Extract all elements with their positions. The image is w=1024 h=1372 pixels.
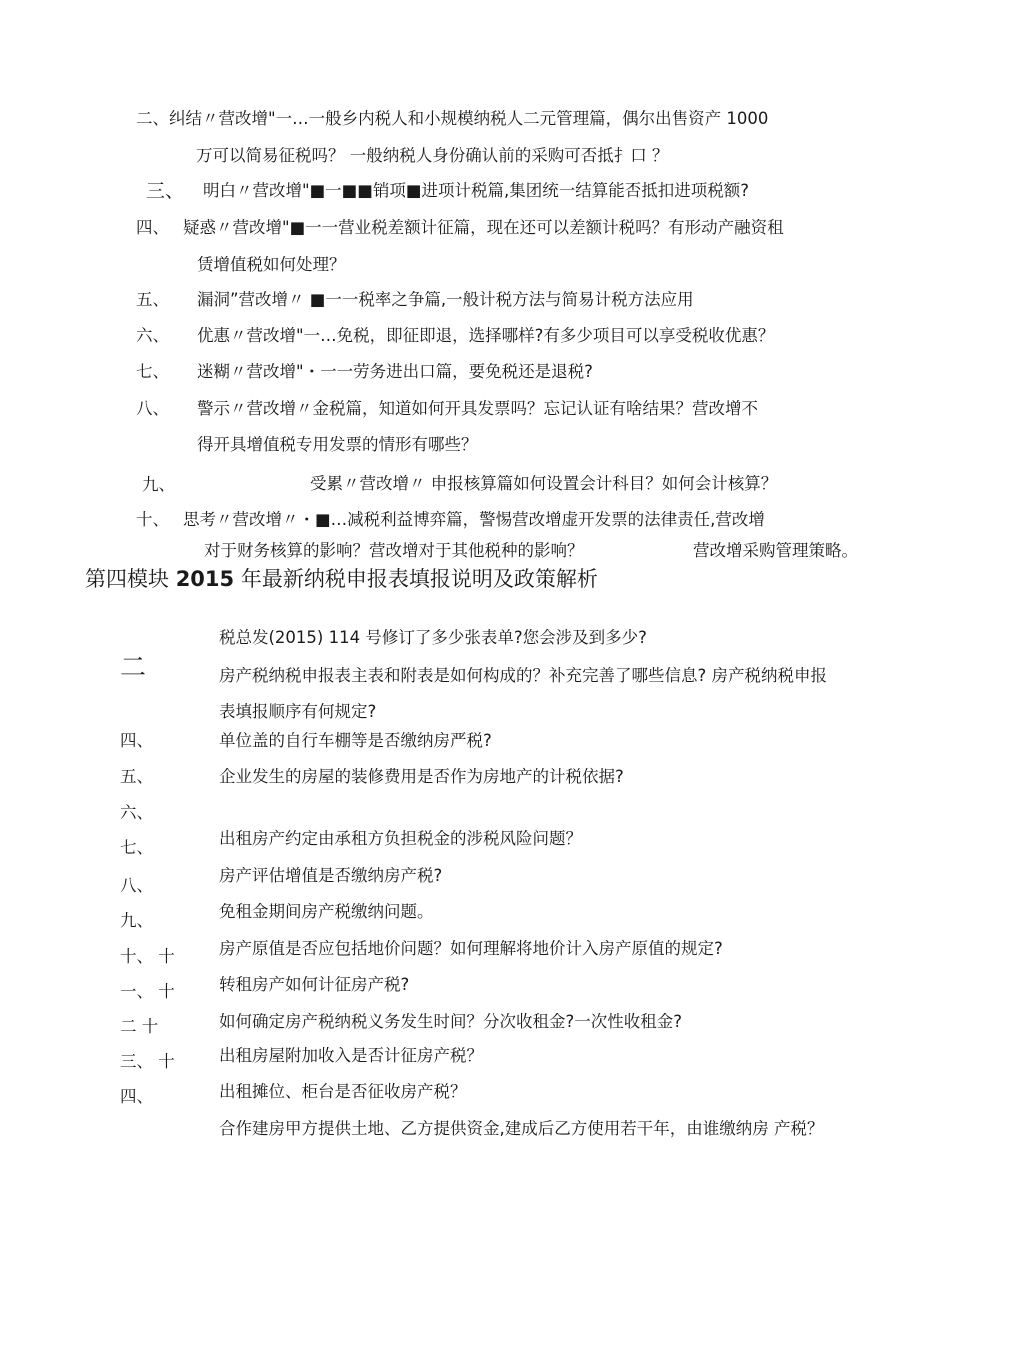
module4-number-4: 四、	[120, 731, 153, 750]
item-6-text: 优惠〃营改增"一…免税，即征即退，选择哪样?有多少项目可以享受税收优惠？	[197, 326, 775, 345]
module4-number-large: 二	[120, 653, 147, 683]
module4-item-1: 税总发(2015) 114 号修订了多少张表单?您会涉及到多少?	[219, 628, 647, 647]
module4-number-14: 四、	[120, 1087, 153, 1106]
module4-item-4: 企业发生的房屋的装修费用是否作为房地产的计税依据?	[219, 767, 624, 786]
item-4-line2: 赁增值税如何处理？	[197, 255, 346, 274]
item-5-text: 漏洞”营改增〃 ■一一税率之争篇,一般计税方法与简易计税方法应用	[197, 290, 694, 309]
module4-heading-prefix: 第四模块	[85, 567, 169, 591]
item-10-line1: 思考〃营改增〃・■…减税利益博弈篇，警惕营改增虚开发票的法律责任,营改增	[183, 510, 765, 529]
item-10-line3: 营改增采购管理策略。	[693, 541, 858, 560]
item-3-text: 明白〃营改增"■一■■销项■进项计税篇,集团统一结算能否抵扣进项税额?	[203, 181, 749, 200]
module4-item-8: 房产原值是否应包括地价问题？如何理解将地价计入房产原值的规定?	[219, 939, 723, 958]
item-7-number: 七、	[136, 362, 169, 381]
module4-item-12: 出租摊位、柜台是否征收房产税？	[219, 1082, 467, 1101]
item-9-text: 受累〃营改增〃 申报核算篇如何设置会计科目？如何会计核算？	[310, 474, 778, 493]
module4-number-5: 五、	[120, 767, 153, 786]
item-4-number: 四、	[136, 218, 169, 237]
item-10-number: 十、	[136, 510, 169, 529]
module4-number-13: 三、 十	[120, 1052, 175, 1071]
item-8-line2: 得开具增值税专用发票的情形有哪些？	[197, 435, 478, 454]
module4-item-2-line1: 房产税纳税申报表主表和附表是如何构成的？补充完善了哪些信息? 房产税纳税申报	[219, 666, 828, 685]
item-8-line1: 警示〃营改增〃金税篇，知道如何开具发票吗？忘记认证有啥结果？营改增不	[197, 399, 758, 418]
module4-heading-year: 2015	[175, 567, 235, 591]
module4-number-8: 八、	[120, 876, 153, 895]
module4-number-6: 六、	[120, 803, 153, 822]
module4-item-10: 如何确定房产税纳税义务发生时间？分次收租金?一次性收租金?	[219, 1012, 683, 1031]
module4-item-2-line2: 表填报顺序有何规定?	[219, 702, 377, 721]
module4-item-9: 转租房产如何计征房产税?	[219, 975, 410, 994]
module4-number-7: 七、	[120, 838, 153, 857]
item-2-line1: 二、纠结〃营改增"一…一般乡内税人和小规模纳税人二元管理篇，偶尔出售资产 1000	[136, 109, 769, 128]
item-8-number: 八、	[136, 399, 169, 418]
item-2-line2: 万可以简易征税吗？ 一般纳税人身份确认前的采购可否抵扌口 ？	[196, 146, 669, 165]
item-3-number: 三、	[146, 180, 185, 202]
module4-item-5: 出租房产约定由承租方负担税金的涉税风险问题？	[219, 829, 582, 848]
module4-number-12: 二 十	[120, 1017, 159, 1036]
module4-number-11: 一、 十	[120, 982, 175, 1001]
module4-item-3: 单位盖的自行车棚等是否缴纳房严税?	[219, 731, 492, 750]
module4-number-10: 十、 十	[120, 947, 175, 966]
module4-heading	[85, 566, 598, 592]
item-9-number: 九、	[142, 475, 175, 494]
module4-heading-suffix: 年最新纳税申报表填报说明及政策解析	[240, 567, 598, 591]
module4-item-13: 合作建房甲方提供土地、乙方提供资金,建成后乙方使用若干年，由谁缴纳房 产税？	[219, 1119, 824, 1138]
item-7-text: 迷糊〃营改增"・一一劳务进出口篇，要免税还是退税?	[197, 362, 593, 381]
item-5-number: 五、	[136, 290, 169, 309]
item-4-line1: 疑惑〃营改增"■一一营业税差额计征篇，现在还可以差额计税吗？有形动产融资租	[183, 218, 784, 237]
item-6-number: 六、	[136, 326, 169, 345]
module4-item-6: 房产评估增值是否缴纳房产税?	[219, 866, 443, 885]
module4-item-7: 免租金期间房产税缴纳问题。	[219, 902, 434, 921]
module4-number-9: 九、	[120, 911, 153, 930]
item-10-line2: 对于财务核算的影响？营改增对于其他税种的影响？	[204, 541, 584, 560]
module4-item-11: 出租房屋附加收入是否计征房产税？	[219, 1046, 483, 1065]
